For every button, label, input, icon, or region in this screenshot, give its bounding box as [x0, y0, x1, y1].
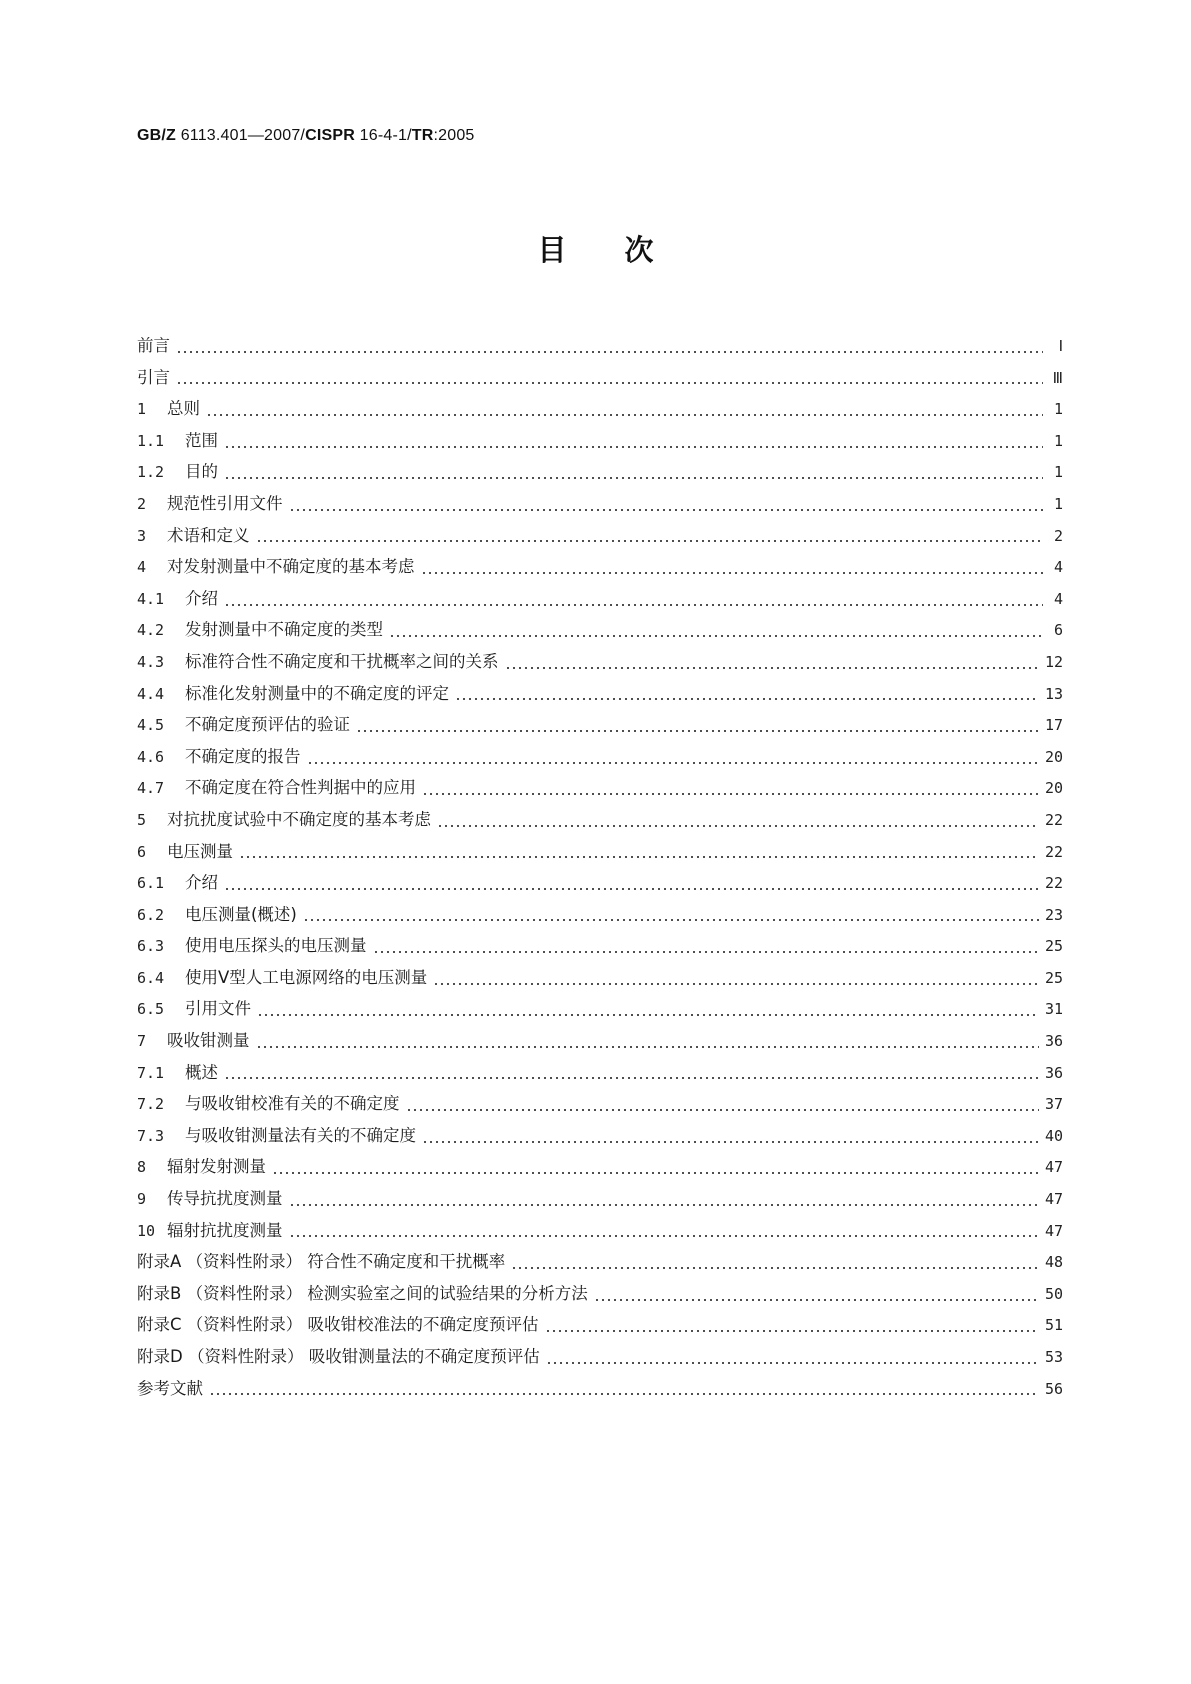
toc-entry[interactable] [137, 1215, 1063, 1247]
toc-entry-page-number: 47 [1044, 1221, 1063, 1240]
toc-entry-label: 介绍 [185, 588, 218, 608]
dot-leader [289, 1195, 1039, 1207]
toc-entry-label: 与吸收钳校准有关的不确定度 [185, 1094, 400, 1114]
toc-entry-number: 6.4 [137, 968, 165, 987]
toc-entry-label: 总则 [167, 399, 200, 419]
dot-leader [511, 1258, 1039, 1270]
toc-entry[interactable] [137, 678, 1063, 710]
dot-leader [289, 1226, 1039, 1238]
toc-entry-page-number: 47 [1044, 1158, 1063, 1177]
toc-entry-number: 3 [137, 526, 147, 545]
cispr-number: 16-4-1/ [359, 127, 412, 144]
toc-entry[interactable] [137, 1057, 1063, 1089]
dot-leader [206, 405, 1043, 417]
toc-entry[interactable] [137, 393, 1063, 425]
dot-leader [303, 910, 1039, 922]
dot-leader [256, 1037, 1039, 1049]
toc-entry-page-number: 22 [1044, 842, 1063, 861]
toc-entry[interactable] [137, 867, 1063, 899]
toc-entry-number: 4.7 [137, 779, 165, 798]
toc-entry-page-number: 25 [1044, 968, 1063, 987]
dot-leader [594, 1290, 1039, 1302]
toc-entry[interactable] [137, 709, 1063, 741]
toc-entry[interactable] [137, 1309, 1063, 1341]
dot-leader [176, 373, 1043, 385]
toc-entry-number: 4.2 [137, 621, 165, 640]
dot-leader [209, 1384, 1039, 1396]
toc-entry-number: 1 [137, 400, 147, 419]
toc-entry-page-number: 13 [1044, 684, 1063, 703]
cispr-label: CISPR [305, 127, 355, 144]
toc-entry-page-number: 1 [1053, 400, 1063, 419]
standard-number-header [137, 127, 475, 145]
toc-entry-label: 发射测量中不确定度的类型 [185, 620, 383, 640]
toc-entry-page-number: 48 [1044, 1253, 1063, 1272]
toc-entry-label: 使用V型人工电源网络的电压测量 [185, 967, 428, 987]
toc-entry[interactable] [137, 804, 1063, 836]
standard-code: 6113.401—2007/ [180, 127, 306, 144]
toc-entry-number: 6.2 [137, 905, 165, 924]
toc-entry-label: 电压测量(概述) [185, 904, 297, 924]
toc-entry-label: 电压测量 [167, 841, 233, 861]
toc-entry-number: 6.3 [137, 937, 165, 956]
toc-entry[interactable] [137, 1278, 1063, 1310]
dot-leader [224, 1068, 1039, 1080]
dot-leader [176, 342, 1043, 354]
toc-entry-number: 4.6 [137, 747, 165, 766]
toc-entry-page-number: 40 [1044, 1126, 1063, 1145]
toc-entry-page-number: 1 [1053, 463, 1063, 482]
toc-entry-label: 对抗扰度试验中不确定度的基本考虑 [167, 809, 431, 829]
table-of-contents [137, 330, 1063, 1404]
standard-prefix: GB/Z [137, 127, 177, 144]
toc-entry-label: 前言 [137, 336, 170, 355]
toc-entry-label: 引用文件 [185, 999, 251, 1019]
toc-entry-number: 6 [137, 842, 147, 861]
dot-leader [546, 1353, 1039, 1365]
toc-entry[interactable] [137, 962, 1063, 994]
toc-entry-number: 5 [137, 810, 147, 829]
toc-entry-label: 辐射抗扰度测量 [167, 1220, 283, 1240]
dot-leader [239, 847, 1039, 859]
toc-entry-label: 引言 [137, 367, 170, 387]
toc-entry[interactable] [137, 930, 1063, 962]
toc-entry-label: 对发射测量中不确定度的基本考虑 [167, 557, 415, 577]
dot-leader [356, 721, 1039, 733]
toc-entry-label: 介绍 [185, 873, 218, 893]
dot-leader [224, 468, 1043, 480]
toc-entry-page-number: 12 [1044, 652, 1063, 671]
toc-entry[interactable] [137, 1373, 1063, 1405]
toc-entry-number: 4 [137, 558, 147, 577]
toc-entry[interactable] [137, 583, 1063, 615]
toc-entry-number: 10 [137, 1221, 156, 1240]
toc-entry[interactable] [137, 993, 1063, 1025]
toc-heading-char-2: 次 [624, 233, 654, 267]
toc-entry-label: 术语和定义 [167, 525, 250, 545]
toc-entry-page-number: 1 [1053, 431, 1063, 450]
toc-entry-number: 2 [137, 494, 147, 513]
toc-entry-page-number: 47 [1044, 1190, 1063, 1209]
toc-entry[interactable] [137, 646, 1063, 678]
toc-entry-label: 附录A （资料性附录） 符合性不确定度和干扰概率 [137, 1252, 506, 1272]
toc-entry-page-number: 22 [1044, 874, 1063, 893]
toc-entry-page-number: 6 [1053, 621, 1063, 640]
toc-entry-page-number: 20 [1044, 747, 1063, 766]
toc-entry-label: 规范性引用文件 [167, 493, 283, 513]
dot-leader [373, 942, 1039, 954]
toc-entry[interactable] [137, 551, 1063, 583]
toc-entry-label: 吸收钳测量 [167, 1031, 250, 1051]
dot-leader [505, 658, 1039, 670]
dot-leader [406, 1100, 1039, 1112]
toc-entry-number: 6.1 [137, 874, 165, 893]
dot-leader [437, 816, 1039, 828]
toc-entry-page-number: 4 [1053, 589, 1063, 608]
dot-leader [224, 595, 1043, 607]
toc-entry-number: 7.1 [137, 1063, 165, 1082]
toc-entry[interactable] [137, 1088, 1063, 1120]
toc-entry[interactable] [137, 741, 1063, 773]
toc-entry[interactable] [137, 836, 1063, 868]
toc-entry-number: 7.2 [137, 1095, 165, 1114]
dot-leader [257, 1005, 1039, 1017]
toc-entry-label: 概述 [185, 1062, 218, 1082]
toc-entry-number: 4.5 [137, 716, 165, 735]
standard-year: :2005 [433, 127, 475, 144]
toc-entry-number: 1.2 [137, 463, 165, 482]
toc-entry-page-number: 56 [1044, 1379, 1063, 1398]
toc-entry-label: 附录C （资料性附录） 吸收钳校准法的不确定度预评估 [137, 1315, 539, 1335]
toc-entry[interactable] [137, 899, 1063, 931]
toc-entry-label: 辐射发射测量 [167, 1157, 266, 1177]
toc-entry-page-number: 17 [1044, 716, 1063, 735]
toc-entry-number: 4.4 [137, 684, 165, 703]
toc-entry-page-number: 22 [1044, 810, 1063, 829]
dot-leader [307, 753, 1039, 765]
toc-entry-page-number: 25 [1044, 937, 1063, 956]
dot-leader [224, 879, 1039, 891]
toc-entry-number: 8 [137, 1158, 147, 1177]
toc-entry-page-number: 31 [1044, 1000, 1063, 1019]
dot-leader [289, 500, 1044, 512]
toc-entry-label: 与吸收钳测量法有关的不确定度 [185, 1125, 416, 1145]
toc-heading-char-1: 目 [537, 233, 567, 267]
toc-entry-label: 标准化发射测量中的不确定度的评定 [185, 683, 449, 703]
toc-entry-page-number: 53 [1044, 1348, 1063, 1366]
toc-entry-page-number: 4 [1053, 558, 1063, 577]
toc-entry-number: 7.3 [137, 1126, 165, 1145]
toc-entry-label: 不确定度在符合性判据中的应用 [185, 778, 416, 798]
toc-entry-page-number: 50 [1044, 1284, 1063, 1303]
toc-entry-number: 9 [137, 1190, 147, 1209]
toc-entry-number: 1.1 [137, 431, 165, 450]
toc-entry-page-number: 37 [1044, 1095, 1063, 1114]
toc-entry-number: 4.3 [137, 652, 165, 671]
dot-leader [455, 689, 1039, 701]
dot-leader [422, 1132, 1039, 1144]
toc-entry-label: 标准符合性不确定度和干扰概率之间的关系 [185, 651, 499, 671]
toc-entry-page-number: 2 [1053, 526, 1063, 545]
toc-entry-label: 参考文献 [137, 1378, 203, 1398]
toc-entry-page-number: 51 [1044, 1316, 1063, 1335]
toc-entry[interactable] [137, 330, 1063, 362]
toc-entry-label: 范围 [185, 430, 218, 450]
toc-entry-number: 6.5 [137, 1000, 165, 1019]
toc-entry[interactable] [137, 614, 1063, 646]
toc-entry[interactable] [137, 456, 1063, 488]
toc-entry[interactable] [137, 1183, 1063, 1215]
toc-entry-page-number: Ⅰ [1058, 337, 1063, 355]
dot-leader [422, 784, 1039, 796]
dot-leader [545, 1321, 1039, 1333]
dot-leader [433, 974, 1039, 986]
toc-entry[interactable] [137, 1120, 1063, 1152]
toc-heading [0, 228, 1191, 269]
toc-entry-page-number: 23 [1044, 905, 1063, 924]
toc-entry-number: 4.1 [137, 589, 165, 608]
toc-entry[interactable] [137, 520, 1063, 552]
toc-entry[interactable] [137, 1246, 1063, 1278]
toc-entry[interactable] [137, 772, 1063, 804]
toc-entry[interactable] [137, 1025, 1063, 1057]
toc-entry-label: 附录D （资料性附录） 吸收钳测量法的不确定度预评估 [137, 1347, 540, 1366]
toc-entry-page-number: 20 [1044, 779, 1063, 798]
toc-entry[interactable] [137, 1341, 1063, 1373]
dot-leader [272, 1163, 1039, 1175]
dot-leader [224, 437, 1043, 449]
toc-entry-page-number: 1 [1053, 494, 1063, 513]
toc-entry-label: 传导抗扰度测量 [167, 1189, 283, 1209]
toc-entry-label: 附录B （资料性附录） 检测实验室之间的试验结果的分析方法 [137, 1283, 588, 1303]
toc-entry[interactable] [137, 425, 1063, 457]
toc-entry-label: 目的 [185, 462, 218, 482]
toc-entry-label: 不确定度预评估的验证 [185, 715, 350, 735]
toc-entry-page-number: 36 [1044, 1063, 1063, 1082]
dot-leader [421, 563, 1044, 575]
dot-leader [389, 626, 1043, 638]
tr-label: TR [411, 127, 434, 144]
dot-leader [256, 531, 1044, 543]
toc-entry[interactable] [137, 362, 1063, 394]
toc-entry-label: 使用电压探头的电压测量 [185, 936, 367, 956]
toc-entry-page-number: 36 [1044, 1032, 1063, 1051]
toc-entry-page-number: Ⅲ [1052, 368, 1063, 387]
toc-entry-number: 7 [137, 1032, 147, 1051]
toc-entry[interactable] [137, 488, 1063, 520]
toc-entry-label: 不确定度的报告 [185, 746, 301, 766]
toc-entry[interactable] [137, 1151, 1063, 1183]
